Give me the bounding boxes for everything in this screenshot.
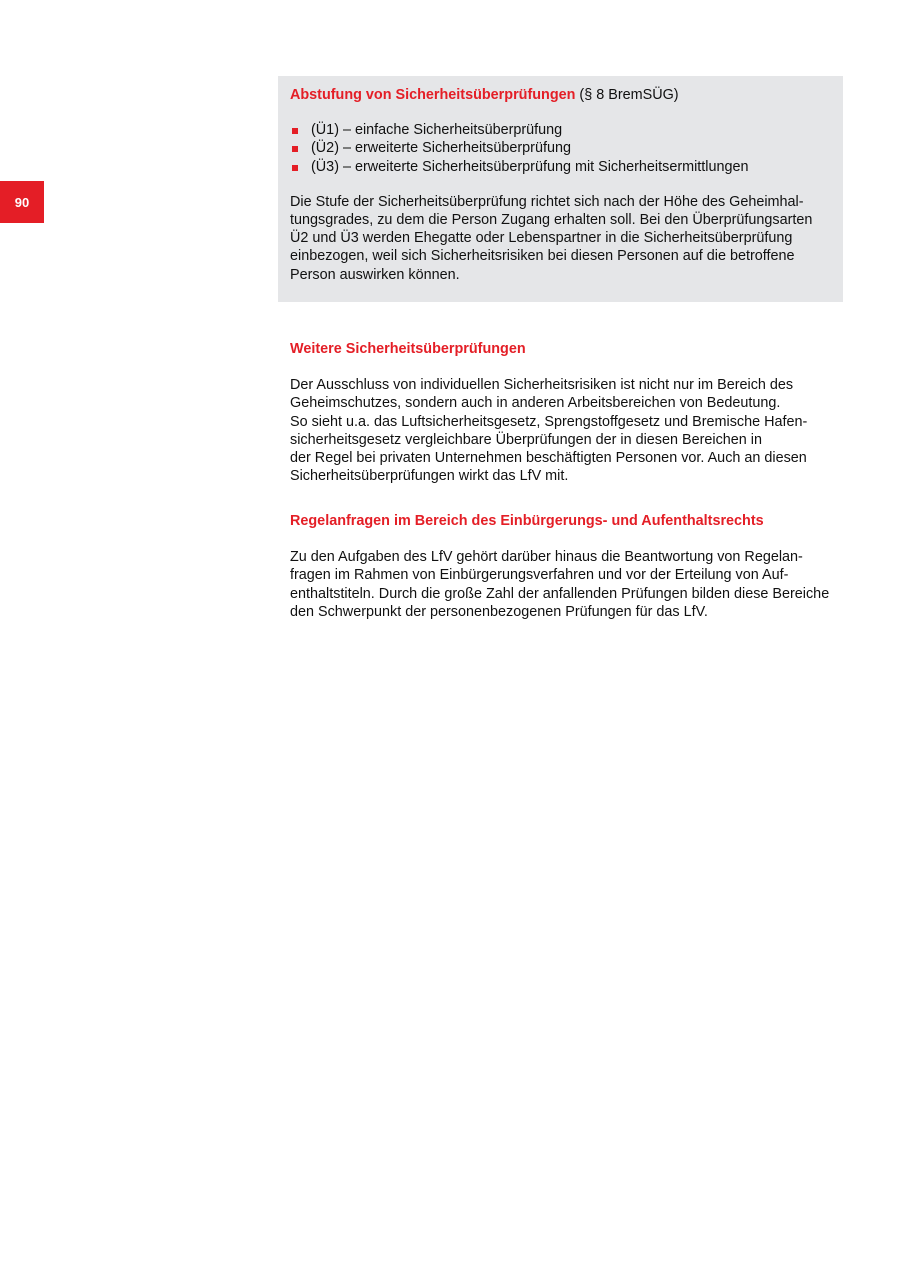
section-heading: Regelanfragen im Bereich des Einbürgerungs- und Aufenthaltsrechts (290, 513, 764, 529)
page-number-badge (0, 181, 44, 223)
list-item (290, 121, 831, 139)
paragraph-line: Sicherheitsüberprüfungen wirkt das LfV mit. (290, 468, 569, 485)
paragraph-line: den Schwerpunkt der personenbezogenen Prüfungen für das LfV. (290, 603, 708, 620)
paragraph-line: sicherheitsgesetz vergleichbare Überprüfungen der in diesen Bereichen in (290, 431, 762, 448)
section-regelanfragen (290, 512, 835, 621)
list-item-text: (Ü3) – erweiterte Sicherheitsüberprüfung mit Sicherheitsermittlungen (311, 158, 749, 175)
paragraph-line: So sieht u.a. das Luftsicherheitsgesetz, Sprengstoffgesetz und Bremische Hafen- (290, 413, 808, 430)
info-box (278, 76, 843, 302)
info-box-paragraph (290, 193, 831, 284)
list-item (290, 139, 831, 157)
paragraph-line: Person auswirken können. (290, 266, 460, 283)
section-heading: Weitere Sicherheitsüberprüfungen (290, 341, 526, 357)
paragraph-line: Der Ausschluss von individuellen Sicherheitsrisiken ist nicht nur im Bereich des (290, 377, 794, 394)
paragraph-line: Geheimschutzes, sondern auch in anderen Arbeitsbereichen von Bedeutung. (290, 395, 781, 412)
list-item (290, 158, 831, 176)
paragraph-line: tungsgrades, zu dem die Person Zugang erhalten soll. Bei den Überprüfungsarten (290, 212, 813, 229)
paragraph-line: Ü2 und Ü3 werden Ehegatte oder Lebenspartner in die Sicherheitsüberprüfung (290, 230, 793, 247)
paragraph-line: Zu den Aufgaben des LfV gehört darüber hinaus die Beantwortung von Regelan- (290, 549, 803, 566)
list-item-text: (Ü2) – erweiterte Sicherheitsüberprüfung (311, 140, 571, 157)
info-box-heading-reference: (§ 8 BremSÜG) (575, 87, 679, 103)
info-box-heading (290, 86, 831, 104)
info-box-heading-title: Abstufung von Sicherheitsüberprüfungen (290, 87, 576, 103)
square-bullet-icon (292, 128, 298, 134)
paragraph-line: der Regel bei privaten Unternehmen beschäftigten Personen vor. Auch an diesen (290, 450, 807, 467)
square-bullet-icon (292, 146, 298, 152)
paragraph-line: Die Stufe der Sicherheitsüberprüfung richtet sich nach der Höhe des Geheimhal- (290, 193, 804, 210)
section-weitere-sicherheitsueberpruefungen (290, 340, 835, 485)
page-number: 90 (14, 194, 30, 210)
section-paragraph (290, 548, 835, 621)
paragraph-line: einbezogen, weil sich Sicherheitsrisiken bei diesen Personen auf die betroffene (290, 248, 795, 265)
paragraph-line: enthaltstiteln. Durch die große Zahl der anfallenden Prüfungen bilden diese Bereiche (290, 585, 830, 602)
square-bullet-icon (292, 165, 298, 171)
bullet-list (290, 121, 831, 176)
list-item-text: (Ü1) – einfache Sicherheitsüberprüfung (311, 122, 563, 139)
section-paragraph (290, 376, 835, 485)
paragraph-line: fragen im Rahmen von Einbürgerungsverfahren und vor der Erteilung von Auf- (290, 567, 789, 584)
